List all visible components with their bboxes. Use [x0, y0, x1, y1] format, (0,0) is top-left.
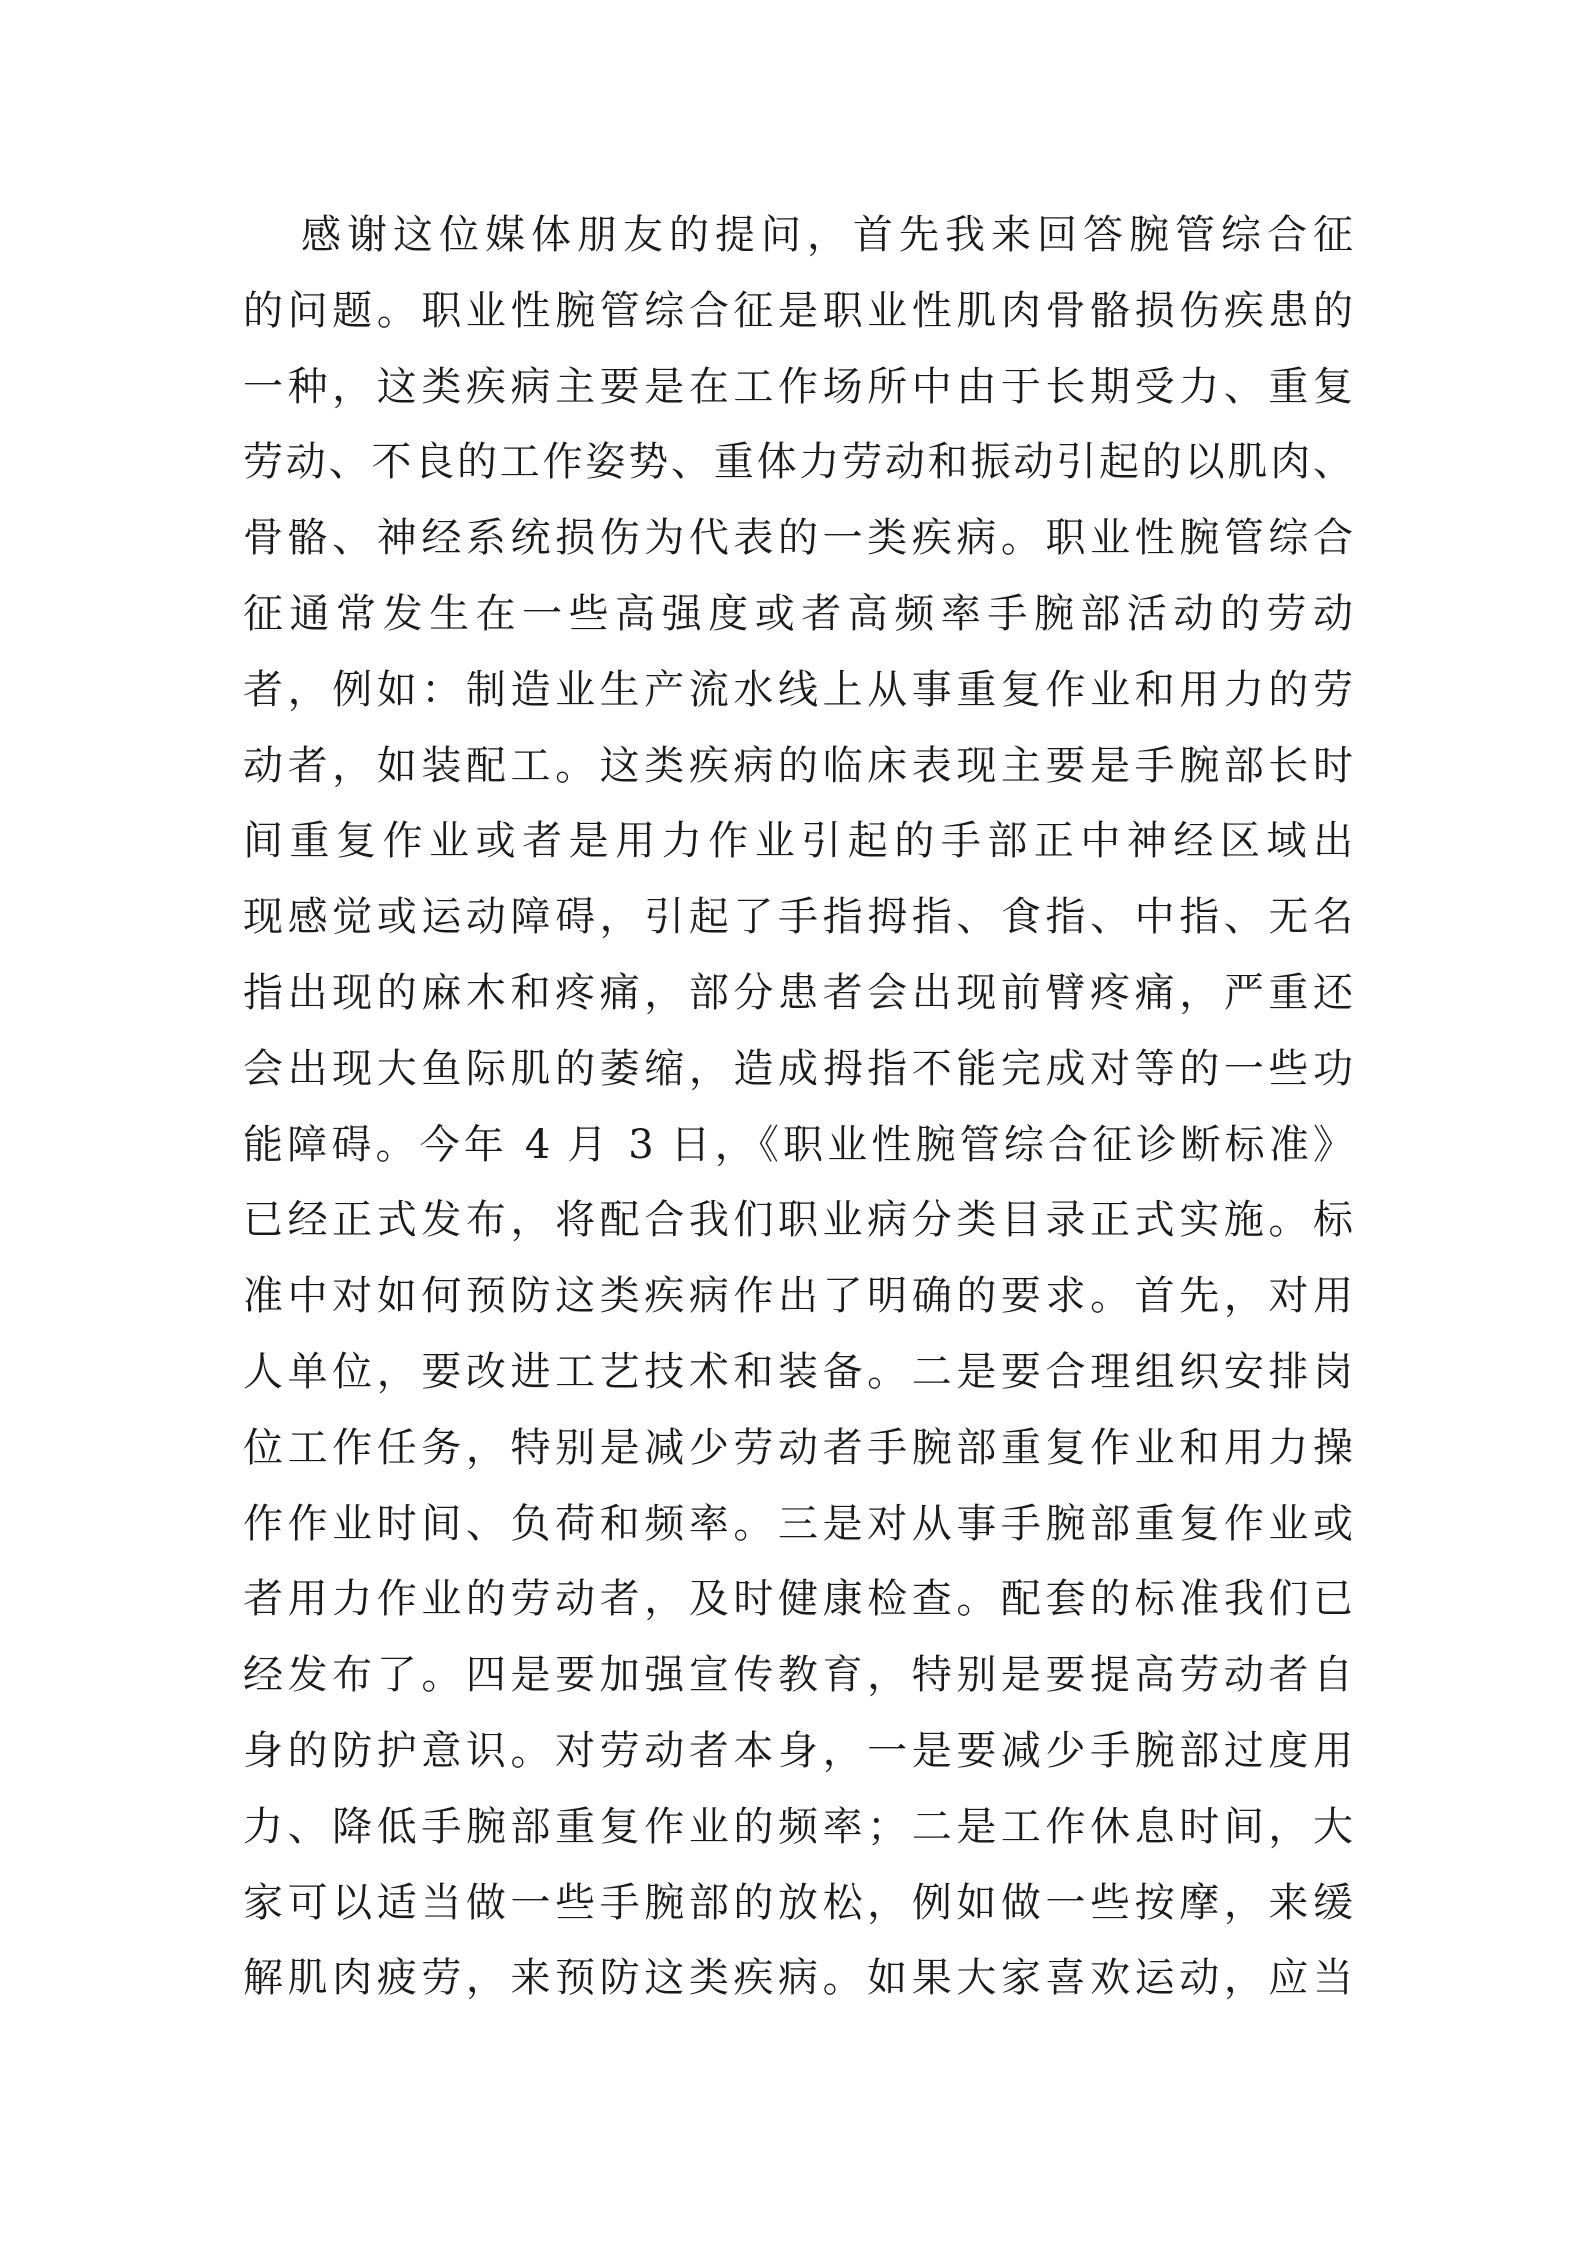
text-line: 力、降低手腕部重复作业的频率；二是工作休息时间，大 [243, 1803, 1353, 1850]
text-line: 解肌肉疲劳，来预防这类疾病。如果大家喜欢运动，应当 [243, 1955, 1353, 2002]
text-line: 一种，这类疾病主要是在工作场所中由于长期受力、重复 [243, 363, 1353, 410]
text-line: 征通常发生在一些高强度或者高频率手腕部活动的劳动 [243, 590, 1353, 637]
text-line: 作作业时间、负荷和频率。三是对从事手腕部重复作业或 [243, 1500, 1353, 1547]
text-line: 家可以适当做一些手腕部的放松，例如做一些按摩，来缓 [243, 1879, 1353, 1926]
text-line: 者用力作业的劳动者，及时健康检查。配套的标准我们已 [243, 1576, 1353, 1623]
text-line: 间重复作业或者是用力作业引起的手部正中神经区域出 [243, 818, 1353, 865]
text-line: 者，例如：制造业生产流水线上从事重复作业和用力的劳 [243, 666, 1353, 713]
text-line: 人单位，要改进工艺技术和装备。二是要合理组织安排岗 [243, 1348, 1353, 1395]
body-paragraph [243, 198, 1353, 2017]
text-line: 会出现大鱼际肌的萎缩，造成拇指不能完成对等的一些功 [243, 1045, 1353, 1092]
text-line: 指出现的麻木和疼痛，部分患者会出现前臂疼痛，严重还 [243, 969, 1353, 1016]
text-line: 现感觉或运动障碍，引起了手指拇指、食指、中指、无名 [243, 894, 1353, 941]
text-line: 动者，如装配工。这类疾病的临床表现主要是手腕部长时 [243, 742, 1353, 789]
text-line: 经发布了。四是要加强宣传教育，特别是要提高劳动者自 [243, 1652, 1353, 1699]
text-line: 的问题。职业性腕管综合征是职业性肌肉骨骼损伤疾患的 [243, 287, 1353, 334]
text-line: 准中对如何预防这类疾病作出了明确的要求。首先，对用 [243, 1273, 1353, 1320]
text-line: 感谢这位媒体朋友的提问，首先我来回答腕管综合征 [301, 212, 1353, 258]
text-line: 位工作任务，特别是减少劳动者手腕部重复作业和用力操 [243, 1424, 1353, 1471]
text-line: 骨骼、神经系统损伤为代表的一类疾病。职业性腕管综合 [243, 515, 1353, 562]
text-line: 劳动、不良的工作姿势、重体力劳动和振动引起的以肌肉、 [243, 439, 1353, 486]
text-line: 能障碍。今年 4 月 3 日，《职业性腕管综合征诊断标准》 [243, 1121, 1353, 1168]
text-line: 已经正式发布，将配合我们职业病分类目录正式实施。标 [243, 1197, 1353, 1244]
text-line: 身的防护意识。对劳动者本身，一是要减少手腕部过度用 [243, 1727, 1353, 1774]
